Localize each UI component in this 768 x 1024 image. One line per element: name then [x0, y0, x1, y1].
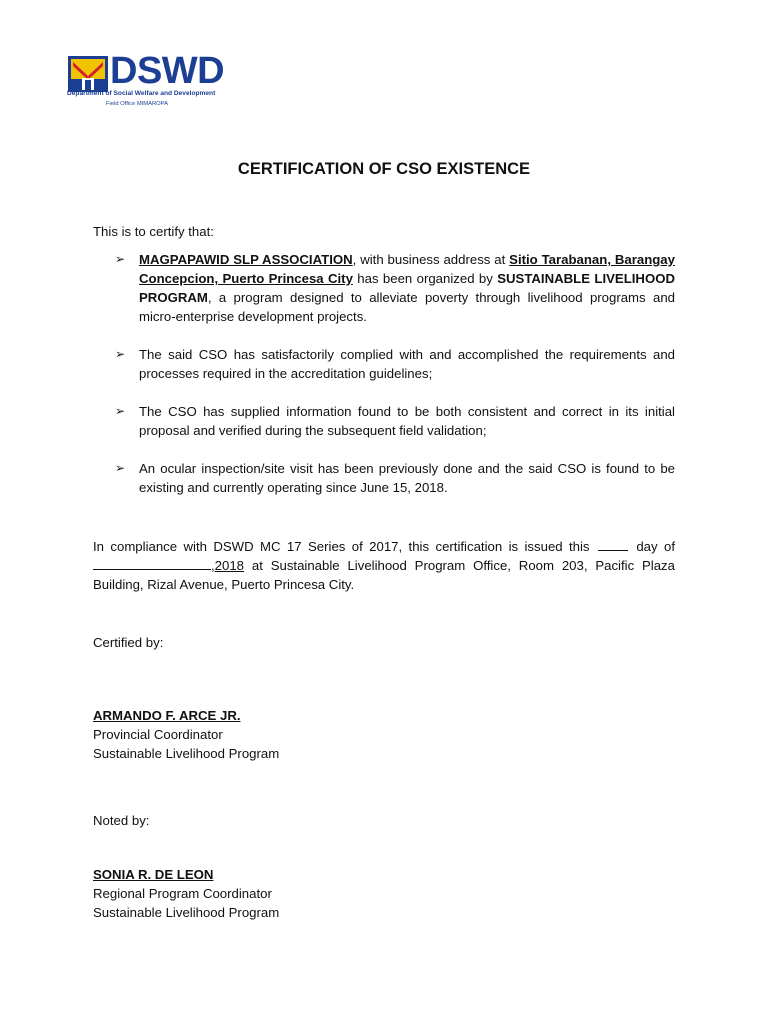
day-blank-field[interactable] [598, 538, 628, 551]
list-item [93, 459, 675, 497]
compliance-text: In compliance with DSWD MC 17 Series of 2017, this certification is issued this [93, 539, 590, 554]
certifier-program: Sustainable Livelihood Program [93, 746, 280, 761]
compliance-paragraph [93, 537, 675, 594]
compliance-text: day of [636, 539, 675, 554]
noter-position: Regional Program Coordinator [93, 886, 272, 901]
certification-points [93, 250, 675, 516]
point-text: , with business address at [352, 252, 510, 267]
noter-name: SONIA R. DE LEON [93, 867, 214, 882]
point-text: , a program designed to alleviate poverty through livelihood programs and micro-enterprise development projects. [139, 290, 675, 324]
certified-by-label: Certified by: [93, 635, 164, 650]
intro-text: This is to certify that: [93, 224, 214, 239]
compliance-text: at Sustainable Livelihood Program Office, Room 203, Pacific Plaza Building, Rizal Avenue, Puerto Princesa City. [93, 558, 675, 592]
list-item [93, 402, 675, 440]
arrow-bullet-icon: ➢ [115, 404, 126, 418]
point-text: An ocular inspection/site visit has been previously done and the said CSO is found to be existing and currently operating since June 15, 2018. [139, 461, 675, 495]
issue-year: ,2018 [211, 558, 245, 573]
month-blank-field[interactable] [93, 557, 211, 570]
certifier-name: ARMANDO F. ARCE JR. [93, 708, 241, 723]
noter-program: Sustainable Livelihood Program [93, 905, 280, 920]
arrow-bullet-icon: ➢ [115, 461, 126, 475]
logo-department-name: Department of Social Welfare and Development [67, 90, 216, 97]
organization-name: MAGPAPAWID SLP ASSOCIATION [139, 252, 353, 267]
logo-wordmark: DSWD [110, 50, 225, 92]
point-text: The CSO has supplied information found to be both consistent and correct in its initial proposal and verified during the subsequent field validation; [139, 404, 675, 438]
arrow-bullet-icon: ➢ [115, 252, 126, 266]
list-item [93, 250, 675, 326]
list-item [93, 345, 675, 383]
dswd-emblem-icon [68, 56, 108, 92]
logo-field-office: Field Office MIMAROPA [106, 101, 168, 107]
document-title: CERTIFICATION OF CSO EXISTENCE [237, 160, 531, 178]
point-text: The said CSO has satisfactorily complied with and accomplished the requirements and processes required in the accreditation guidelines; [139, 347, 675, 381]
noter-signature-block [93, 865, 675, 922]
point-text: has been organized by [352, 271, 498, 286]
certifier-signature-block [93, 706, 675, 763]
business-address: Sitio Tarabanan, Barangay Concepcion, Puerto Princesa City [139, 252, 675, 286]
program-name: SUSTAINABLE LIVELIHOOD PROGRAM [139, 271, 675, 305]
dswd-logo [64, 52, 232, 116]
noted-by-label: Noted by: [93, 813, 150, 828]
certifier-position: Provincial Coordinator [93, 727, 223, 742]
arrow-bullet-icon: ➢ [115, 347, 126, 361]
